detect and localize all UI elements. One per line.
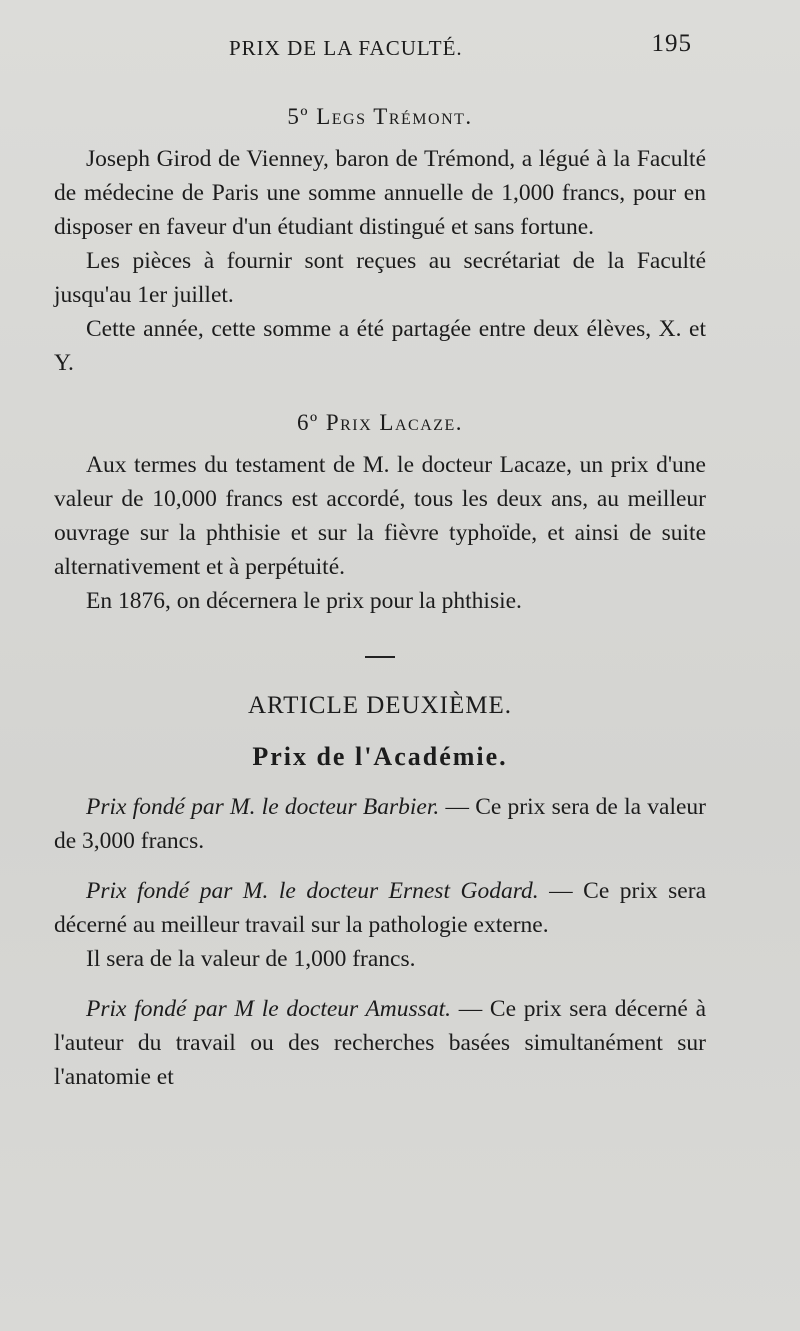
- academy-heading: Prix de l'Académie.: [252, 742, 508, 771]
- prize-text: — Ce prix sera décerné au meilleur travail sur la pathologie externe.: [54, 878, 706, 938]
- paragraph: Aux termes du testament de M. le docteur Lacaze, un prix d'une valeur de 10,000 francs est accordé, tous les deux ans, au meilleur ouvrage sur la phthisie et sur la fièvre typhoïde, et ainsi de suite alternativement et à perpétuité.: [54, 452, 706, 580]
- paragraph: En 1876, on décernera le prix pour la phthisie.: [86, 588, 522, 614]
- prize-godard: [54, 874, 706, 976]
- section-prix-lacaze: [54, 410, 706, 618]
- page-content: [54, 28, 706, 1110]
- section-heading: 5º Legs Trémont.: [287, 104, 473, 129]
- prize-text: — Ce prix sera décerné à l'auteur du travail ou des recherches basées simultanément sur l'anatomie et: [54, 996, 706, 1090]
- running-title: PRIX DE LA FACULTÉ.: [229, 36, 463, 60]
- section-heading: 6º Prix Lacaze.: [296, 410, 464, 435]
- prize-barbier: [54, 790, 706, 858]
- paragraph: Les pièces à fournir sont reçues au secrétariat de la Faculté jusqu'au 1er juillet.: [54, 248, 706, 308]
- paragraph: Cette année, cette somme a été partagée entre deux élèves, X. et Y.: [54, 316, 706, 376]
- section-legs-tremont: [54, 104, 706, 380]
- paragraph: Il sera de la valeur de 1,000 francs.: [86, 946, 416, 972]
- prize-amussat: [54, 992, 706, 1094]
- paragraph: [54, 992, 706, 1094]
- prize-text: — Ce prix sera de la valeur de 3,000 francs.: [54, 794, 706, 854]
- paragraph: Joseph Girod de Vienney, baron de Trémond, a légué à la Faculté de médecine de Paris une somme annuelle de 1,000 francs, pour en disposer en faveur d'un étudiant distingué et sans fortune.: [54, 146, 706, 240]
- article-heading: ARTICLE DEUXIÈME.: [247, 692, 513, 719]
- prize-founder: Prix fondé par M. le docteur Ernest Godard.: [86, 878, 539, 904]
- paragraph: [54, 790, 706, 858]
- prize-founder: Prix fondé par M le docteur Amussat.: [86, 996, 451, 1022]
- paragraph: [54, 874, 706, 942]
- prize-founder: Prix fondé par M. le docteur Barbier.: [86, 794, 440, 820]
- page-number: 195: [651, 30, 692, 57]
- section-divider: [365, 656, 395, 658]
- running-head: [54, 28, 706, 68]
